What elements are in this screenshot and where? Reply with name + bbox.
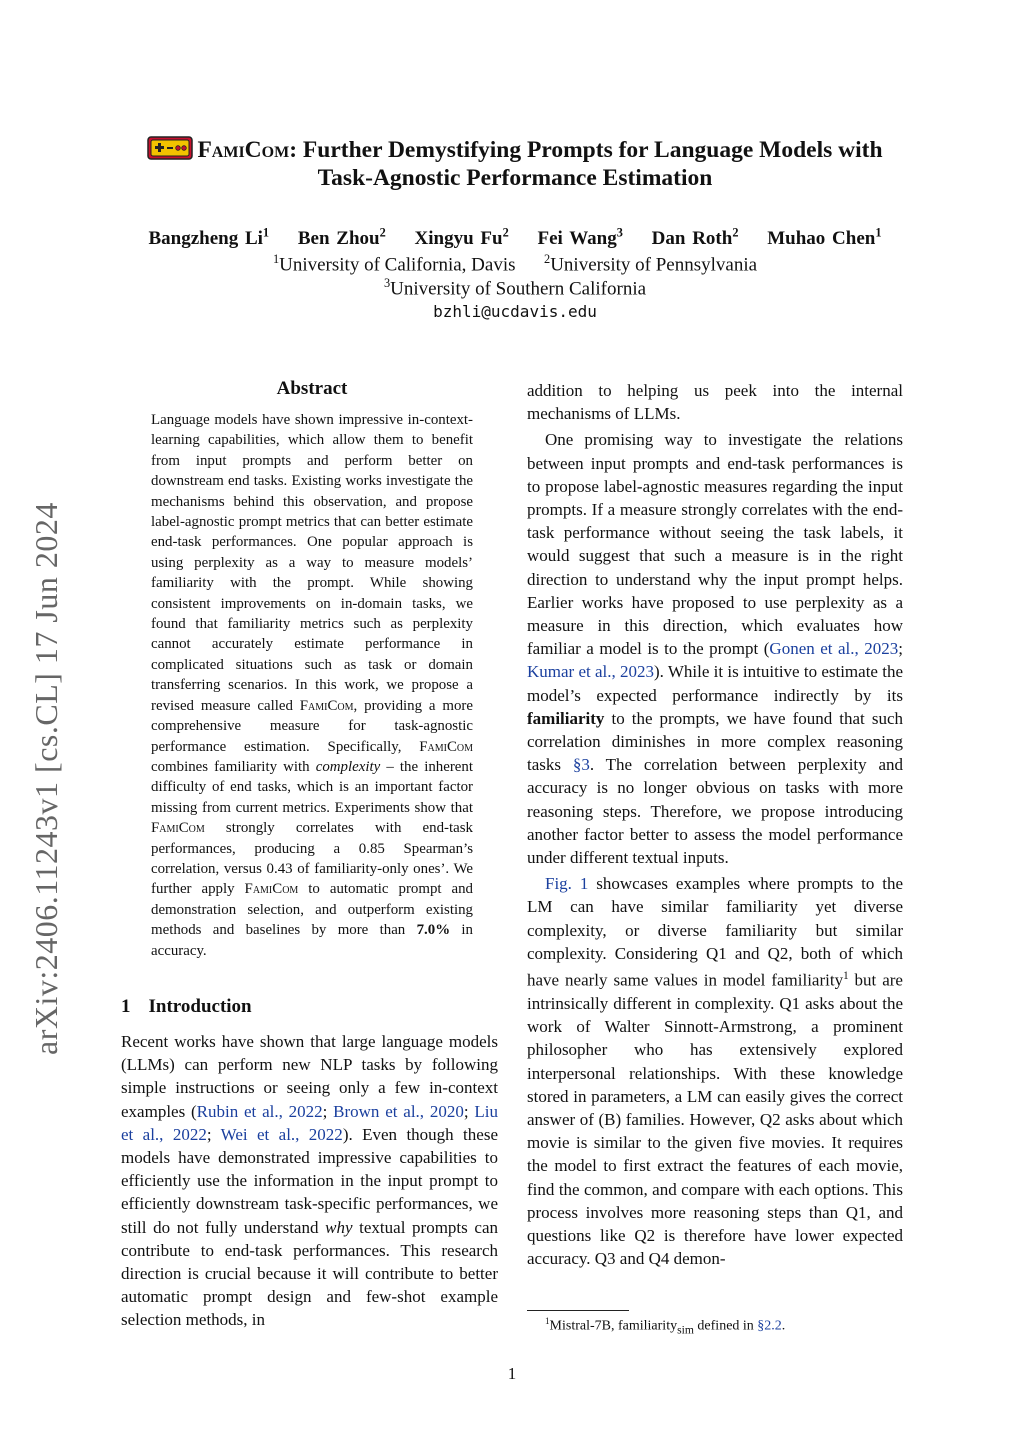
footnote: $^1$Mistral-7B, familiarity$_{sim}$ defined in §2.2. bbox=[545, 1316, 786, 1337]
footnote-rule bbox=[527, 1310, 629, 1311]
section-heading: 1 Introduction bbox=[121, 996, 252, 1017]
citation-link[interactable]: Wei et al., 2022 bbox=[220, 1124, 343, 1144]
section-ref-link[interactable]: §3 bbox=[572, 755, 590, 775]
abstract-body: Language models have shown impressive in-context-learning capabilities, which allow them to benefit from input prompts and perform better on downstream end tasks. Existing works investigate the mechanisms behind this observation, and propose label-agnostic prompt metrics that can better estimate end-task performances. One popular approach is using perplexity as a way to measure models’ familiarity with the prompt. While showing consistent improvements on in-domain tasks, we found that familiarity metrics such as perplexity cannot accurately estimate performance in complicated situations such as task or domain transferring scenarios. In this work, we propose a revised measure called FamiCom, providing a more comprehensive measure for task-agnostic performance estimation. Specifically, FamiCom combines familiarity with complexity – the inherent difficulty of end tasks, which is an important factor missing from current metrics. Experiments show that FamiCom strongly correlates with end-task performances, producing a 0.85 Spearman’s correlation, versus 0.43 of familiarity-only ones’. We further apply FamiCom to automatic prompt and demonstration selection, and outperform existing methods and baselines by more than 7.0% in accuracy. bbox=[151, 412, 473, 959]
abstract-heading: Abstract bbox=[276, 378, 348, 399]
arxiv-stamp: arXiv:2406.11243v1 [cs.CL] 17 Jun 2024 bbox=[28, 502, 64, 1055]
author-list bbox=[120, 226, 910, 250]
citation-link[interactable]: Rubin et al., 2022 bbox=[196, 1101, 323, 1121]
method-name: FamiCom bbox=[197, 137, 290, 163]
contact-email[interactable]: bzhli@ucdavis.edu bbox=[433, 302, 597, 321]
figure-ref-link[interactable]: Fig. 1 bbox=[545, 874, 589, 894]
author: Bangzheng Li$^1$ bbox=[148, 226, 270, 250]
page-number: 1 bbox=[507, 1364, 517, 1383]
citation-link[interactable]: Liu et al., 2022 bbox=[121, 1101, 498, 1144]
paragraph: Fig. 1 showcases examples where prompts to the LM can have similar familiarity yet diverse complexity, or diverse familiarity but similar complexity. Considering Q1 and Q2, both of which have nearly same values in model familiarity$^1$ but are intrinsically different in complexity. Q1 asks about the work of Walter Sinnott-Armstrong, a prominent philosopher who has extensively explored interpersonal relationships. With these knowledge stored in parameters, a LM can easily gives the correct answer of (B) families. However, Q2 asks about which movie is similar to the given five movies. It requires the model to first extract the features of each movie, find the common, and compare with each options. This process involves more reasoning steps than Q1, and questions like Q2 is therefore have lower expected accuracy. Q3 and Q4 demon- bbox=[527, 874, 903, 1269]
footnote-mark[interactable]: 1 bbox=[843, 970, 849, 983]
game-controller-icon bbox=[147, 136, 193, 160]
citation-link[interactable]: Brown et al., 2020 bbox=[333, 1101, 464, 1121]
section-ref-link[interactable]: §2.2 bbox=[757, 1318, 782, 1334]
citation-link[interactable]: Gonen et al., 2023 bbox=[769, 639, 899, 659]
right-column bbox=[527, 379, 903, 1270]
affiliation-line: $^1$University of California, Davis $^2$University of Pennsylvania bbox=[272, 252, 758, 276]
paragraph: addition to helping us peek into the internal mechanisms of LLMs. bbox=[527, 381, 903, 424]
author: Dan Roth$^2$ bbox=[651, 226, 739, 250]
title-line1: : Further Demystifying Prompts for Language Models with bbox=[289, 137, 883, 163]
author: Xingyu Fu$^2$ bbox=[414, 226, 509, 250]
author: Muhao Chen$^1$ bbox=[767, 226, 882, 250]
affiliation-line: $^3$University of Southern California bbox=[383, 276, 647, 300]
author: Fei Wang$^3$ bbox=[537, 226, 623, 250]
intro-paragraph: Recent works have shown that large language models (LLMs) can perform new NLP tasks by following simple instructions or seeing only a few in-context examples (Rubin et al., 2022; Brown et al., 2020; Liu et al., 2022; Wei et al., 2022). Even though these models have demonstrated impressive capabilities to efficiently use the information in the input prompt to efficiently downstream task-specific performances, we still do not fully understand why textual prompts can contribute to end-task performances. This research direction is crucial because it will contribute to better automatic prompt design and few-shot example selection methods, in bbox=[121, 1032, 498, 1330]
paper-title bbox=[120, 136, 910, 192]
paragraph: One promising way to investigate the relations between input prompts and end-task performances is to propose label-agnostic measures regarding the input prompts. If a measure strongly correlates with the end-task performance without seeing the task labels, it would suggest that such a measure is in the right direction to understand why the input prompt helps. Earlier works have proposed to use perplexity as a measure in this direction, which evaluates how familiar a model is to the prompt (Gonen et al., 2023; Kumar et al., 2023). While it is intuitive to estimate the model’s expected performance indirectly by its familiarity to the prompts, we have found that such correlation diminishes in more complex reasoning tasks §3. The correlation between perplexity and accuracy is no longer obvious on tasks with more reasoning steps. Therefore, we propose introducing another factor better to assess the model performance under different textual inputs. bbox=[527, 430, 904, 868]
title-line2: Task-Agnostic Performance Estimation bbox=[317, 165, 713, 191]
author: Ben Zhou$^2$ bbox=[297, 226, 386, 250]
citation-link[interactable]: Kumar et al., 2023 bbox=[527, 662, 654, 682]
